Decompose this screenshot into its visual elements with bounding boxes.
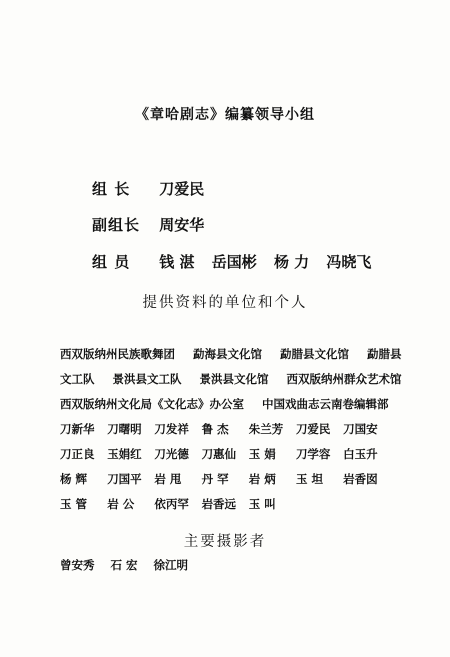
- person-name: 刀发祥: [154, 422, 189, 436]
- photographer-name: 曾安秀: [60, 558, 95, 572]
- person-name: 岩 炳: [248, 472, 276, 486]
- unit-name: 景洪县文工队: [112, 372, 182, 386]
- leader-name: 周安华: [159, 216, 205, 234]
- person-name: 岩 公: [107, 497, 135, 511]
- person-name: 玉 管: [60, 497, 88, 511]
- person-name: 岩香远: [201, 497, 237, 511]
- member-name: 钱 湛: [159, 253, 195, 271]
- person-name: 玉 坦: [295, 472, 323, 486]
- leader-row-members: [92, 251, 383, 272]
- contributors-heading: 提供资料的单位和个人: [142, 295, 308, 311]
- unit-name: 景洪县文化馆: [199, 372, 269, 386]
- person-name: 玉 娟: [248, 447, 276, 461]
- individuals-row: [60, 421, 390, 437]
- person-name: 刀曙明: [107, 422, 142, 436]
- person-name: 玉 叫: [248, 497, 276, 511]
- unit-name: 中国戏曲志云南卷编辑部: [262, 397, 389, 411]
- person-name: 依丙罕: [154, 497, 189, 511]
- photographer-name: 徐江明: [153, 558, 189, 572]
- person-name: 刀国平: [107, 472, 142, 486]
- person-name: 刀新华: [60, 422, 95, 436]
- member-name: 岳国彬: [211, 253, 257, 271]
- individuals-row: [60, 496, 296, 512]
- unit-name: 勐腊县: [367, 347, 402, 361]
- page-title: 《章哈剧志》编纂领导小组: [135, 107, 315, 123]
- unit-line: [60, 396, 389, 412]
- person-name: 朱兰芳: [248, 422, 284, 436]
- individuals-row: [60, 446, 390, 462]
- role-label: 副组长: [92, 216, 141, 234]
- person-name: 刀正良: [60, 447, 95, 461]
- photographers-line: [60, 557, 200, 573]
- unit-name: 文工队: [60, 372, 95, 386]
- photographers-heading: 主要摄影者: [183, 534, 267, 550]
- person-name: 岩香囡: [343, 472, 378, 486]
- person-name: 刀国安: [343, 422, 378, 436]
- unit-name: 勐海县文化馆: [193, 347, 263, 361]
- person-name: 玉娟红: [107, 447, 142, 461]
- member-name: 杨 力: [273, 253, 310, 271]
- unit-name: 西双版纳州民族歌舞团: [60, 347, 175, 361]
- unit-name: 西双版纳州群众艺术馆: [286, 372, 402, 386]
- leader-name: 刀爱民: [159, 180, 205, 198]
- person-name: 刀光德: [154, 447, 189, 461]
- person-name: 刀爱民: [295, 422, 331, 436]
- role-label: 组 员: [92, 253, 131, 271]
- member-name: 冯晓飞: [326, 253, 372, 271]
- person-name: 岩 甩: [154, 472, 182, 486]
- person-name: 刀惠仙: [201, 447, 237, 461]
- person-name: 刀学容: [295, 447, 331, 461]
- person-name: 白玉升: [343, 447, 378, 461]
- individuals-row: [60, 471, 390, 487]
- unit-name: 勐腊县文化馆: [280, 347, 350, 361]
- leader-row-deputy: [92, 214, 204, 235]
- unit-line: [60, 346, 402, 362]
- photographer-name: 石 宏: [110, 558, 138, 572]
- person-name: 丹 罕: [201, 472, 229, 486]
- person-name: 鲁 杰: [201, 422, 229, 436]
- unit-name: 西双版纳州文化局《文化志》办公室: [60, 397, 244, 411]
- role-label: 组 长: [92, 180, 131, 198]
- leader-row-head: [92, 178, 204, 199]
- person-name: 杨 辉: [60, 472, 88, 486]
- unit-line: [60, 371, 402, 387]
